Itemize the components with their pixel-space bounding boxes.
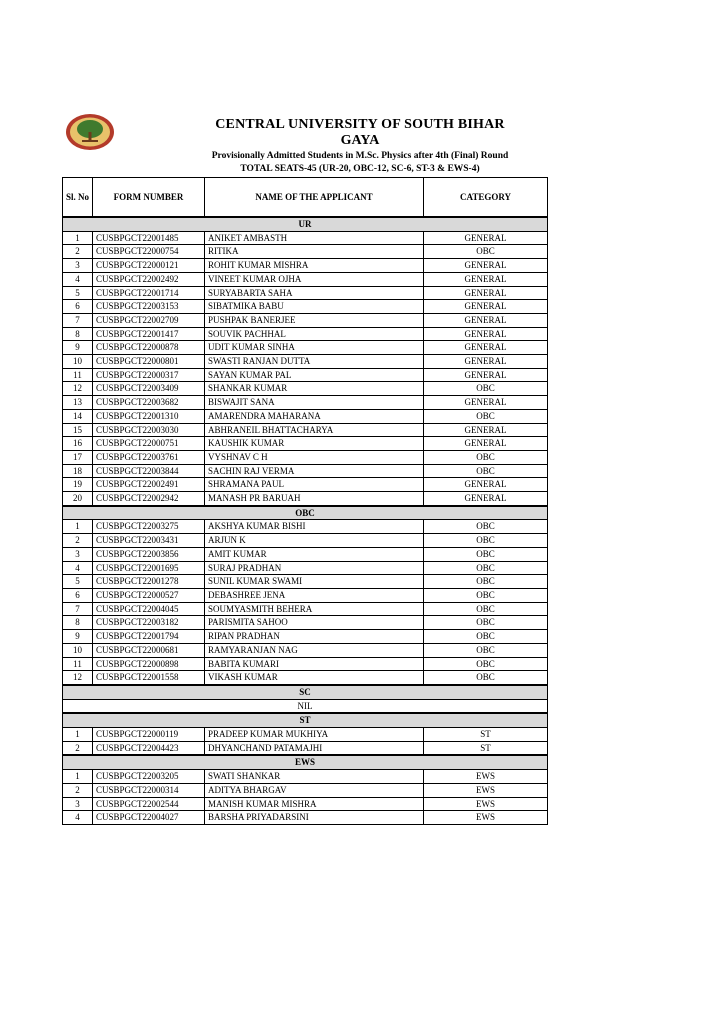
row-sl-number: 13 (63, 396, 93, 410)
list-subtitle: Provisionally Admitted Students in M.Sc. Physics after 4th (Final) Round (211, 151, 509, 161)
row-category: OBC (424, 630, 548, 644)
section-label: ST (63, 713, 548, 727)
row-category: ST (424, 741, 548, 755)
row-form-number: CUSBPGCT22001695 (93, 561, 205, 575)
table-row (63, 286, 548, 300)
row-sl-number: 12 (63, 671, 93, 685)
row-sl-number: 10 (63, 643, 93, 657)
section-header-row (63, 755, 548, 769)
row-applicant-name: AKSHYA KUMAR BISHI (205, 520, 424, 534)
row-form-number: CUSBPGCT22002492 (93, 272, 205, 286)
row-form-number: CUSBPGCT22003844 (93, 464, 205, 478)
row-applicant-name: BISWAJIT SANA (205, 396, 424, 410)
row-sl-number: 6 (63, 300, 93, 314)
row-form-number: CUSBPGCT22003431 (93, 534, 205, 548)
row-sl-number: 2 (63, 783, 93, 797)
row-form-number: CUSBPGCT22004045 (93, 602, 205, 616)
row-category: OBC (424, 657, 548, 671)
row-sl-number: 7 (63, 602, 93, 616)
row-applicant-name: SOUMYASMITH BEHERA (205, 602, 424, 616)
row-sl-number: 4 (63, 561, 93, 575)
row-category: GENERAL (424, 423, 548, 437)
row-applicant-name: AMARENDRA MAHARANA (205, 409, 424, 423)
table-row (63, 368, 548, 382)
table-row (63, 588, 548, 602)
university-name: CENTRAL UNIVERSITY OF SOUTH BIHAR (215, 117, 505, 132)
row-category: OBC (424, 616, 548, 630)
row-sl-number: 15 (63, 423, 93, 437)
row-sl-number: 7 (63, 313, 93, 327)
row-applicant-name: SOUVIK PACHHAL (205, 327, 424, 341)
row-category: EWS (424, 811, 548, 825)
table-header-row (63, 178, 548, 218)
table-row (63, 728, 548, 742)
row-sl-number: 11 (63, 657, 93, 671)
row-form-number: CUSBPGCT22001558 (93, 671, 205, 685)
row-category: GENERAL (424, 341, 548, 355)
row-applicant-name: BARSHA PRIYADARSINI (205, 811, 424, 825)
row-applicant-name: SHRAMANA PAUL (205, 478, 424, 492)
row-sl-number: 6 (63, 588, 93, 602)
row-form-number: CUSBPGCT22000317 (93, 368, 205, 382)
row-applicant-name: BABITA KUMARI (205, 657, 424, 671)
table-row (63, 741, 548, 755)
row-sl-number: 8 (63, 327, 93, 341)
row-applicant-name: SWATI SHANKAR (205, 770, 424, 784)
section-label: SC (63, 685, 548, 699)
row-applicant-name: MANISH KUMAR MISHRA (205, 797, 424, 811)
row-sl-number: 1 (63, 231, 93, 245)
row-applicant-name: ANIKET AMBASTH (205, 231, 424, 245)
row-form-number: CUSBPGCT22003182 (93, 616, 205, 630)
row-form-number: CUSBPGCT22000314 (93, 783, 205, 797)
row-category: GENERAL (424, 492, 548, 506)
row-form-number: CUSBPGCT22003205 (93, 770, 205, 784)
row-applicant-name: MANASH PR BARUAH (205, 492, 424, 506)
row-category: GENERAL (424, 355, 548, 369)
row-form-number: CUSBPGCT22002942 (93, 492, 205, 506)
table-row (63, 423, 548, 437)
row-form-number: CUSBPGCT22002491 (93, 478, 205, 492)
row-form-number: CUSBPGCT22003153 (93, 300, 205, 314)
table-row (63, 534, 548, 548)
row-sl-number: 8 (63, 616, 93, 630)
row-sl-number: 4 (63, 272, 93, 286)
section-header-row (63, 217, 548, 231)
row-applicant-name: ROHIT KUMAR MISHRA (205, 259, 424, 273)
section-header-row (63, 713, 548, 727)
row-sl-number: 3 (63, 259, 93, 273)
table-row (63, 602, 548, 616)
table-row (63, 327, 548, 341)
row-form-number: CUSBPGCT22001310 (93, 409, 205, 423)
row-sl-number: 2 (63, 741, 93, 755)
row-applicant-name: PUSHPAK BANERJEE (205, 313, 424, 327)
row-sl-number: 2 (63, 534, 93, 548)
row-sl-number: 10 (63, 355, 93, 369)
row-sl-number: 1 (63, 728, 93, 742)
row-form-number: CUSBPGCT22000754 (93, 245, 205, 259)
row-sl-number: 17 (63, 450, 93, 464)
row-form-number: CUSBPGCT22003682 (93, 396, 205, 410)
row-category: GENERAL (424, 231, 548, 245)
row-form-number: CUSBPGCT22000527 (93, 588, 205, 602)
row-form-number: CUSBPGCT22001417 (93, 327, 205, 341)
row-form-number: CUSBPGCT22001714 (93, 286, 205, 300)
row-category: OBC (424, 534, 548, 548)
row-form-number: CUSBPGCT22003409 (93, 382, 205, 396)
row-category: EWS (424, 783, 548, 797)
table-row (63, 437, 548, 451)
row-applicant-name: AMIT KUMAR (205, 547, 424, 561)
row-category: OBC (424, 671, 548, 685)
university-logo (64, 112, 116, 152)
table-row (63, 382, 548, 396)
table-row (63, 643, 548, 657)
row-applicant-name: SHANKAR KUMAR (205, 382, 424, 396)
row-category: GENERAL (424, 313, 548, 327)
row-applicant-name: SWASTI RANJAN DUTTA (205, 355, 424, 369)
table-row (63, 245, 548, 259)
row-category: OBC (424, 245, 548, 259)
row-category: OBC (424, 588, 548, 602)
row-category: OBC (424, 643, 548, 657)
table-row (63, 547, 548, 561)
row-form-number: CUSBPGCT22000898 (93, 657, 205, 671)
row-sl-number: 2 (63, 245, 93, 259)
seat-summary: TOTAL SEATS-45 (UR-20, OBC-12, SC-6, ST-3 & EWS-4) (240, 164, 480, 174)
row-applicant-name: SIBATMIKA BABU (205, 300, 424, 314)
table-row (63, 616, 548, 630)
row-category: GENERAL (424, 437, 548, 451)
admission-table (62, 177, 548, 825)
column-header-name: NAME OF THE APPLICANT (205, 178, 424, 218)
row-form-number: CUSBPGCT22003030 (93, 423, 205, 437)
city-name: GAYA (340, 133, 380, 148)
table-row (63, 770, 548, 784)
row-applicant-name: PRADEEP KUMAR MUKHIYA (205, 728, 424, 742)
table-row (63, 231, 548, 245)
row-sl-number: 4 (63, 811, 93, 825)
row-category: ST (424, 728, 548, 742)
table-row (63, 450, 548, 464)
table-row (63, 259, 548, 273)
row-category: GENERAL (424, 272, 548, 286)
table-row (63, 300, 548, 314)
row-form-number: CUSBPGCT22000681 (93, 643, 205, 657)
column-header-category: CATEGORY (424, 178, 548, 218)
row-category: OBC (424, 575, 548, 589)
nil-row (63, 699, 548, 713)
section-header-row (63, 506, 548, 520)
row-form-number: CUSBPGCT22003275 (93, 520, 205, 534)
row-applicant-name: ABHRANEIL BHATTACHARYA (205, 423, 424, 437)
table-row (63, 783, 548, 797)
table-row (63, 313, 548, 327)
row-form-number: CUSBPGCT22000751 (93, 437, 205, 451)
column-header-form: FORM NUMBER (93, 178, 205, 218)
row-sl-number: 5 (63, 575, 93, 589)
row-applicant-name: PARISMITA SAHOO (205, 616, 424, 630)
row-category: GENERAL (424, 396, 548, 410)
row-form-number: CUSBPGCT22004423 (93, 741, 205, 755)
row-form-number: CUSBPGCT22000801 (93, 355, 205, 369)
row-category: GENERAL (424, 300, 548, 314)
table-row (63, 657, 548, 671)
table-row (63, 272, 548, 286)
row-category: OBC (424, 382, 548, 396)
row-form-number: CUSBPGCT22001278 (93, 575, 205, 589)
row-sl-number: 12 (63, 382, 93, 396)
row-applicant-name: VINEET KUMAR OJHA (205, 272, 424, 286)
row-applicant-name: SURAJ PRADHAN (205, 561, 424, 575)
row-applicant-name: RITIKA (205, 245, 424, 259)
row-form-number: CUSBPGCT22004027 (93, 811, 205, 825)
row-category: OBC (424, 547, 548, 561)
row-form-number: CUSBPGCT22000119 (93, 728, 205, 742)
row-applicant-name: SAYAN KUMAR PAL (205, 368, 424, 382)
row-category: EWS (424, 797, 548, 811)
row-form-number: CUSBPGCT22002709 (93, 313, 205, 327)
row-sl-number: 3 (63, 547, 93, 561)
row-sl-number: 11 (63, 368, 93, 382)
row-applicant-name: RIPAN PRADHAN (205, 630, 424, 644)
row-sl-number: 19 (63, 478, 93, 492)
row-form-number: CUSBPGCT22002544 (93, 797, 205, 811)
section-header-row (63, 685, 548, 699)
row-form-number: CUSBPGCT22001794 (93, 630, 205, 644)
table-row (63, 341, 548, 355)
row-applicant-name: SURYABARTA SAHA (205, 286, 424, 300)
row-sl-number: 9 (63, 341, 93, 355)
row-category: OBC (424, 520, 548, 534)
row-category: GENERAL (424, 368, 548, 382)
row-category: GENERAL (424, 478, 548, 492)
row-sl-number: 20 (63, 492, 93, 506)
row-applicant-name: VIKASH KUMAR (205, 671, 424, 685)
table-row (63, 409, 548, 423)
table-row (63, 671, 548, 685)
table-row (63, 561, 548, 575)
table-row (63, 630, 548, 644)
row-form-number: CUSBPGCT22001485 (93, 231, 205, 245)
row-category: OBC (424, 561, 548, 575)
row-applicant-name: UDIT KUMAR SINHA (205, 341, 424, 355)
row-applicant-name: KAUSHIK KUMAR (205, 437, 424, 451)
row-form-number: CUSBPGCT22003856 (93, 547, 205, 561)
row-form-number: CUSBPGCT22000878 (93, 341, 205, 355)
row-applicant-name: SUNIL KUMAR SWAMI (205, 575, 424, 589)
row-category: OBC (424, 602, 548, 616)
row-category: GENERAL (424, 286, 548, 300)
row-applicant-name: DEBASHREE JENA (205, 588, 424, 602)
table-row (63, 811, 548, 825)
section-label: EWS (63, 755, 548, 769)
table-row (63, 575, 548, 589)
table-body (63, 217, 548, 824)
row-sl-number: 18 (63, 464, 93, 478)
row-form-number: CUSBPGCT22003761 (93, 450, 205, 464)
section-label: UR (63, 217, 548, 231)
row-form-number: CUSBPGCT22000121 (93, 259, 205, 273)
table-row (63, 520, 548, 534)
row-sl-number: 16 (63, 437, 93, 451)
table-row (63, 464, 548, 478)
table-row (63, 396, 548, 410)
table-row (63, 797, 548, 811)
row-sl-number: 5 (63, 286, 93, 300)
row-category: GENERAL (424, 259, 548, 273)
row-applicant-name: RAMYARANJAN NAG (205, 643, 424, 657)
row-category: GENERAL (424, 327, 548, 341)
row-applicant-name: SACHIN RAJ VERMA (205, 464, 424, 478)
table-row (63, 355, 548, 369)
row-sl-number: 1 (63, 770, 93, 784)
row-applicant-name: DHYANCHAND PATAMAJHI (205, 741, 424, 755)
row-category: OBC (424, 464, 548, 478)
nil-label: NIL (63, 699, 548, 713)
table-row (63, 478, 548, 492)
section-label: OBC (63, 506, 548, 520)
table-row (63, 492, 548, 506)
row-sl-number: 14 (63, 409, 93, 423)
row-applicant-name: ARJUN K (205, 534, 424, 548)
row-applicant-name: VYSHNAV C H (205, 450, 424, 464)
row-applicant-name: ADITYA BHARGAV (205, 783, 424, 797)
row-sl-number: 3 (63, 797, 93, 811)
column-header-sl: Sl. No (63, 178, 93, 218)
row-sl-number: 1 (63, 520, 93, 534)
row-sl-number: 9 (63, 630, 93, 644)
row-category: OBC (424, 450, 548, 464)
row-category: EWS (424, 770, 548, 784)
row-category: OBC (424, 409, 548, 423)
